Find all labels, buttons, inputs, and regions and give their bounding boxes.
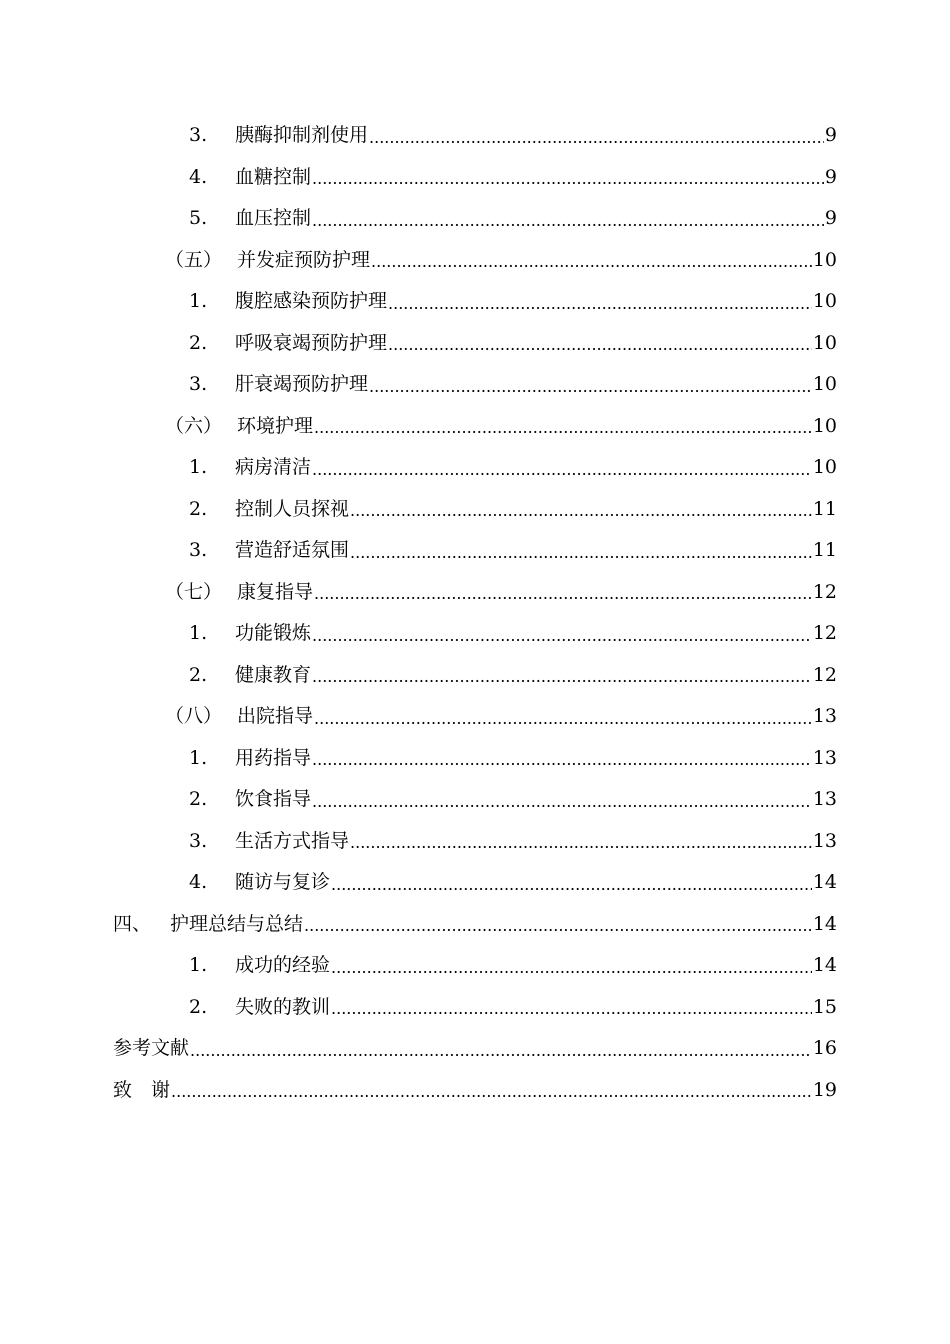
toc-dot-leader [350, 530, 812, 572]
toc-entry-number: 1. [189, 746, 208, 769]
toc-entry-page: 9 [824, 207, 837, 229]
toc-entry-title: 营造舒适氛围 [235, 539, 350, 561]
toc-entry-page: 12 [812, 580, 837, 603]
toc-entry-title: 康复指导 [237, 580, 314, 603]
toc-entry[interactable] [0, 281, 837, 323]
toc-entry-title: 病房清洁 [235, 456, 312, 478]
toc-entry-title: 随访与复诊 [235, 871, 331, 893]
toc-entry-title: 环境护理 [237, 414, 314, 437]
toc-entry[interactable] [0, 779, 837, 821]
toc-entry-number: 1. [189, 622, 208, 644]
toc-entry-page: 16 [812, 1037, 837, 1059]
toc-entry-page: 11 [812, 497, 837, 520]
toc-entry-page: 12 [812, 622, 837, 644]
toc-entry-number: 2. [189, 995, 208, 1018]
toc-entry-title: 参考文献 [113, 1037, 190, 1059]
toc-entry-page: 10 [812, 456, 837, 478]
toc-entry-number: 3. [189, 373, 208, 395]
toc-entry-page: 13 [812, 829, 837, 852]
toc-entry-number: 1. [189, 456, 208, 478]
toc-entry-page: 14 [812, 912, 837, 935]
toc-entry[interactable] [0, 655, 837, 697]
toc-entry[interactable] [0, 945, 837, 987]
toc-dot-leader [371, 240, 812, 282]
toc-entry-number: 2. [189, 331, 208, 354]
toc-entry-number: 4. [189, 871, 208, 893]
toc-entry[interactable] [0, 821, 837, 863]
toc-entry[interactable] [0, 240, 837, 282]
toc-entry[interactable] [0, 406, 837, 448]
toc-dot-leader [171, 1070, 812, 1112]
toc-entry-title: 失败的教训 [235, 995, 331, 1018]
toc-entry-page: 10 [812, 331, 837, 354]
toc-entry-title: 生活方式指导 [235, 829, 350, 852]
toc-entry[interactable] [0, 696, 837, 738]
toc-dot-leader [314, 696, 812, 738]
toc-entry-page: 9 [824, 165, 837, 188]
toc-entry-page: 13 [812, 705, 837, 727]
toc-entry-title: 并发症预防护理 [237, 248, 371, 271]
toc-entry-title: 护理总结与总结 [170, 912, 304, 935]
toc-dot-leader [388, 281, 812, 323]
toc-entry-number: （八） [165, 705, 223, 727]
toc-entry-number: 1. [189, 290, 208, 312]
toc-entry-number: （五） [165, 248, 223, 271]
toc-entry-number: 3. [189, 539, 208, 561]
toc-dot-leader [314, 572, 812, 614]
table-of-contents [0, 115, 950, 1111]
toc-entry-number: 1. [189, 954, 208, 976]
toc-entry-page: 19 [812, 1078, 837, 1101]
toc-dot-leader [190, 1028, 812, 1070]
toc-dot-leader [369, 115, 824, 157]
toc-entry[interactable] [0, 323, 837, 365]
toc-entry-number: 2. [189, 497, 208, 520]
toc-entry-title: 出院指导 [237, 705, 314, 727]
toc-entry[interactable] [0, 530, 837, 572]
toc-entry-number: 4. [189, 165, 208, 188]
toc-entry[interactable] [0, 572, 837, 614]
toc-entry-number: 5. [189, 207, 208, 229]
toc-dot-leader [312, 738, 812, 780]
toc-entry-title: 致 谢 [113, 1078, 171, 1101]
toc-entry-page: 10 [812, 373, 837, 395]
toc-entry[interactable] [0, 364, 837, 406]
toc-entry-title: 功能锻炼 [235, 622, 312, 644]
toc-entry-page: 13 [812, 788, 837, 810]
toc-entry[interactable] [0, 157, 837, 199]
toc-entry-title: 血糖控制 [235, 165, 312, 188]
toc-dot-leader [312, 655, 812, 697]
toc-dot-leader [331, 987, 812, 1029]
toc-entry[interactable] [0, 115, 837, 157]
toc-entry[interactable] [0, 738, 837, 780]
toc-entry-title: 用药指导 [235, 746, 312, 769]
toc-entry[interactable] [0, 489, 837, 531]
toc-entry-number: 2. [189, 788, 208, 810]
toc-entry-number: 四、 [113, 912, 152, 935]
toc-entry[interactable] [0, 862, 837, 904]
toc-entry-number: （六） [165, 414, 223, 437]
toc-entry-page: 10 [812, 248, 837, 271]
toc-entry-title: 饮食指导 [235, 788, 312, 810]
toc-dot-leader [331, 945, 812, 987]
toc-entry-title: 控制人员探视 [235, 497, 350, 520]
toc-entry-title: 腹腔感染预防护理 [235, 290, 388, 312]
toc-dot-leader [350, 489, 812, 531]
toc-entry-title: 呼吸衰竭预防护理 [235, 331, 388, 354]
toc-entry-title: 成功的经验 [235, 954, 331, 976]
toc-entry-page: 13 [812, 746, 837, 769]
toc-entry-page: 14 [812, 871, 837, 893]
toc-entry-page: 12 [812, 663, 837, 686]
toc-entry[interactable] [0, 904, 837, 946]
toc-entry-number: （七） [165, 580, 223, 603]
toc-dot-leader [304, 904, 812, 946]
toc-dot-leader [350, 821, 812, 863]
toc-entry-number: 3. [189, 124, 208, 146]
toc-dot-leader [312, 779, 812, 821]
toc-entry-title: 血压控制 [235, 207, 312, 229]
toc-dot-leader [369, 364, 812, 406]
toc-dot-leader [312, 157, 824, 199]
toc-entry-title: 健康教育 [235, 663, 312, 686]
toc-dot-leader [312, 613, 812, 655]
toc-entry[interactable] [0, 987, 837, 1029]
toc-entry-number: 3. [189, 829, 208, 852]
toc-entry[interactable] [0, 447, 837, 489]
toc-entry-page: 9 [824, 124, 837, 146]
toc-entry-page: 14 [812, 954, 837, 976]
toc-dot-leader [312, 447, 812, 489]
toc-dot-leader [312, 198, 824, 240]
toc-entry-page: 15 [812, 995, 837, 1018]
toc-entry-number: 2. [189, 663, 208, 686]
toc-entry[interactable] [0, 198, 837, 240]
toc-entry-title: 肝衰竭预防护理 [235, 373, 369, 395]
toc-entry-title: 胰酶抑制剂使用 [235, 124, 369, 146]
toc-entry-page: 11 [812, 539, 837, 561]
toc-entry[interactable] [0, 1028, 837, 1070]
toc-entry[interactable] [0, 1070, 837, 1112]
toc-entry[interactable] [0, 613, 837, 655]
toc-dot-leader [314, 406, 812, 448]
toc-entry-page: 10 [812, 290, 837, 312]
toc-dot-leader [331, 862, 812, 904]
toc-entry-page: 10 [812, 414, 837, 437]
toc-dot-leader [388, 323, 812, 365]
